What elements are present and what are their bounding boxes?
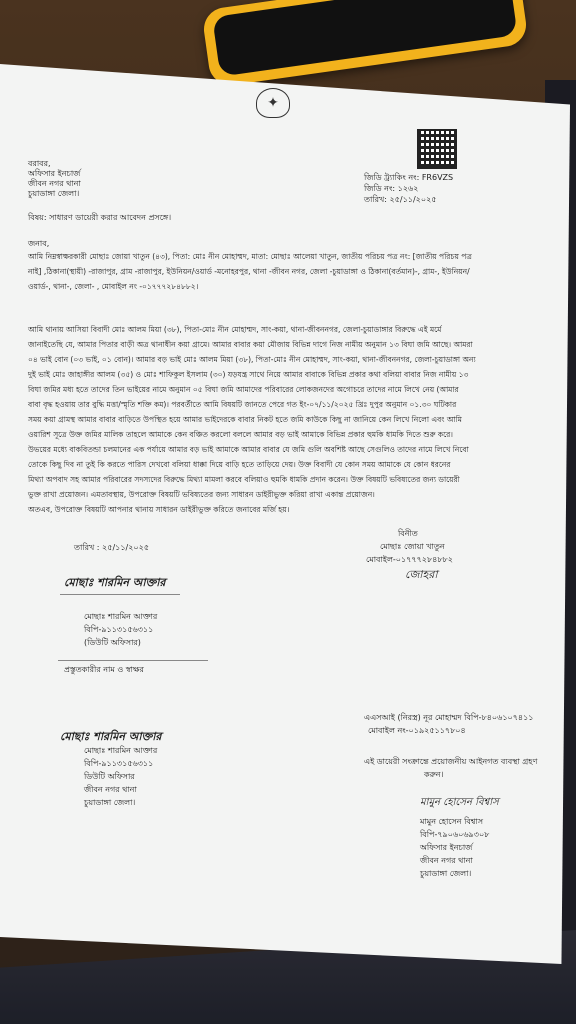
applicant-name: মোছাঃ জোয়া খাতুন xyxy=(380,542,445,551)
date-line: তারিখ : ২৫/১১/২০২৫ xyxy=(74,543,150,552)
preparer-caption: প্রস্তুতকারীর নাম ও স্বাক্ষর xyxy=(64,665,144,674)
intro-line-3: ওয়ার্ড-, থানা-, জেলা- , মোবাইল নং -০১৭৭৭২৮৪৮৮২। xyxy=(28,282,199,291)
applicant-mobile: মোবাইল-০১৭৭৭২৮৪৮৮২ xyxy=(366,555,453,564)
body-line-1: আমি থানায় আসিয়া বিবাদী মোঃ আলম মিয়া (৩৮), পিতা-মোঃ নীন মোহাম্মদ, সাং-কয়া, থানা-জীবননগর, জেলা-চুয়াডাঙ্গার বিরুদ্ধে এই মর্মে xyxy=(28,325,442,334)
duty-officer-2-name: মোছাঃ শারমিন আক্তার xyxy=(84,746,158,755)
order-line-2: করুন। xyxy=(424,770,444,779)
duty-officer-2-role: ডিউটি অফিসার xyxy=(84,772,135,781)
body-line-10: তোকে কিছু দিব না তুই কি করতে পারিস দেখবো বলিয়া ধাক্কা দিয়ে বাড়ি হতে তাড়িয়ে দেয়। উক্ত বিবাদী যে কোন সময় আমাকে যে কোন ধরনের xyxy=(28,460,451,469)
oc-district: চুয়াডাঙ্গা জেলা। xyxy=(420,869,472,878)
caption-rule xyxy=(58,660,208,661)
applicant-signature: জোহরা xyxy=(405,568,438,581)
gd-date: তারিখ: ২৫/১১/২০২৫ xyxy=(364,195,437,204)
gd-tracking: জিডি ট্র্যাকিং নং: FR6VZS xyxy=(364,173,454,182)
asi-line: এএসআই (নিরস্ত্র) নূর মোহাম্মদ বিপি-৮৪০৬১০৭৪১১ xyxy=(364,713,534,722)
duty-officer-2-signature: মোছাঃ শারমিন আক্তার xyxy=(60,730,162,743)
order-line-1: এই ডায়েরী সংক্রান্তে প্রয়োজনীয় আইনগত ব্যবস্থা গ্রহণ xyxy=(364,757,538,766)
closing-word: বিনীত xyxy=(398,529,418,538)
recipient-line-4: চুয়াডাঙ্গা জেলা। xyxy=(28,189,80,198)
intro-line-1: আমি নিম্নস্বাক্ষরকারী মোছাঃ জোয়া খাতুন (৪৩), পিতা: মোঃ নীন মোহাম্মদ, মাতা: মোছাঃ আলেয়া খাতুন, জাতীয় পরিচয় পত্র নং: [জাতীয় পরিচয় পত্র xyxy=(28,252,472,261)
oc-signature: মামুন হোসেন বিশ্বাস xyxy=(420,797,499,808)
recipient-line-2: অফিসার ইনচার্জ xyxy=(28,169,81,178)
oc-bp: বিপি-৭৯০৬০৬৯৩০৮ xyxy=(420,830,490,839)
recipient-line-3: জীবন নগর থানা xyxy=(28,179,81,188)
body-line-3: ০৪ ভাই বোন (০৩ ভাই, ০১ বোন)। আমার বড় ভাই মোঃ আলম মিয়া (৩৮), পিতা-মোঃ নীন মোহাম্মদ, সাং-কয়া, থানা-জীবননগর, জেলা-চুয়াডাঙ্গা অন্য xyxy=(28,355,476,364)
oc-role: অফিসার ইনচার্জ xyxy=(420,843,473,852)
duty-officer-name: মোছাঃ শারমিন আক্তার xyxy=(84,612,158,621)
duty-officer-role: (ডিউটি অফিসার) xyxy=(84,638,141,647)
body-line-5: বিঘা জমির মধ্য হতে তাদের তিন ভাইয়ের নামে অনুমান ০৫ বিঘা জমি আমাদের পরিবারের লোকজনদের অগোচরে তাদের নামে লিখে নেয় (আমার xyxy=(28,385,459,394)
recipient-line-1: বরাবর, xyxy=(28,159,51,168)
subject-line: বিষয়: সাধারণ ডায়েরী করার আবেদন প্রসঙ্গে। xyxy=(28,213,172,222)
duty-officer-signature: মোছাঃ শারমিন আক্তার xyxy=(64,576,166,589)
duty-officer-2-bp: বিপি-৯১১৩১৫৬৩১১ xyxy=(84,759,154,768)
police-emblem-icon: ✦ xyxy=(256,88,290,118)
body-line-6: বাবা বৃদ্ধ হওয়ায় তার বুদ্ধি মত্তা/স্মৃতি শক্তি কম)। পরবর্তীতে আমি বিষয়টি জানতে পেরে গত ইং-০৭/১১/২০২৫ খ্রিঃ দুপুর অনুমান ০১.৩০ ঘটিকার xyxy=(28,400,457,409)
duty-officer-bp: বিপি-৯১১৩১৫৬৩১১ xyxy=(84,625,154,634)
body-line-13: অতএব, উপরোক্ত বিষয়টি আপনার থানায় সাধারন ডাইরীভুক্ত করিতে জনাবের মর্জি হয়। xyxy=(28,505,290,514)
duty-officer-2-district: চুয়াডাঙ্গা জেলা। xyxy=(84,798,136,807)
body-line-7: সময় কয়া গ্রামস্থ আমার বাবার বাড়িতে উপস্থিত হয়ে আমার ভাইদেরকে বাবার নিকট হতে জমি কাউকে কিছু না জানিয়ে কেন লিখে নিলো এবং আমি xyxy=(28,415,462,424)
intro-line-2: নাই] ,ঠিকানা(স্থায়ী) -রাজাপুর, গ্রাম -রাজাপুর, ইউনিয়ন/ওয়ার্ড -মনোহরপুর, থানা -জীবন নগর, জেলা -চুয়াডাঙ্গা ও ঠিকানা(বর্তমান)-, গ্রাম-, ইউনিয়ন/ xyxy=(28,267,470,276)
qr-code-icon xyxy=(417,129,457,169)
body-line-9: উভয়ের মধ্যে বাকবিতন্ডা চলমানের এক পর্যায়ে আমার বড় ভাই আমাকে আমার বাবার যে জমি গুলি অবশিষ্ট আছে সেগুলিও তাদের নামে লিখে নিবো xyxy=(28,445,469,454)
body-line-8: ওয়ারিশ সূত্রে উক্ত জমির মালিক তাহলে আমাকে কেন বঞ্চিত করলো বললে আমার বড় ভাই আমাকে বিভিন্ন প্রকার হুমকি ধামকি দিতে শুরু করে। xyxy=(28,430,453,439)
duty-officer-2-station: জীবন নগর থানা xyxy=(84,785,137,794)
salutation: জনাব, xyxy=(28,239,50,248)
oc-name: মামুন হোসেন বিশ্বাস xyxy=(420,817,484,826)
gd-number: জিডি নং: ১২৬২ xyxy=(364,184,419,193)
body-line-4: দুই ভাই মোঃ জাহাঙ্গীর আলম (৩৫) ও মোঃ শাফিকুল ইসলাম (৩০) যড়যন্ত্র সাথে নিয়ে আমার বাবাকে বিভিন্ন প্রকার কথা বলিয়া বাবার নিজ নামীয় ১৩ xyxy=(28,370,469,379)
signature-rule xyxy=(60,594,180,595)
body-line-11: মিথ্যা অপবাদ সহ আমার পরিবারের সদস্যদের বিরুদ্ধে মিথ্যা মামলা করবে বলিয়াও হুমকি ধামকি প্রদান করেন। উক্ত বিষয়টি ভবিষ্যতের জন্য ডায়েরী xyxy=(28,475,460,484)
oc-station: জীবন নগর থানা xyxy=(420,856,473,865)
body-line-2: জানাইতেছি যে, আমার পিতার বাড়ী অত্র থানাধীন কয়া গ্রামে। আমার বাবার কয়া মৌজায় বিভিন্ন দাগে নিজ নামীয় অনুমান ১৩ বিঘা জমি আছে। আমরা xyxy=(28,340,473,349)
asi-mobile: মোবাইল নং-০১৯২৫১১৭৮০৪ xyxy=(368,726,466,735)
body-line-12: ভুক্ত রাখা প্রয়োজন। এমতাবস্থায়, উপরোক্ত বিষয়টি ভবিষ্যতের জন্য সাধারন ডাইরীভুক্ত করিয়া রাখা একান্ত প্রয়োজন। xyxy=(28,490,375,499)
